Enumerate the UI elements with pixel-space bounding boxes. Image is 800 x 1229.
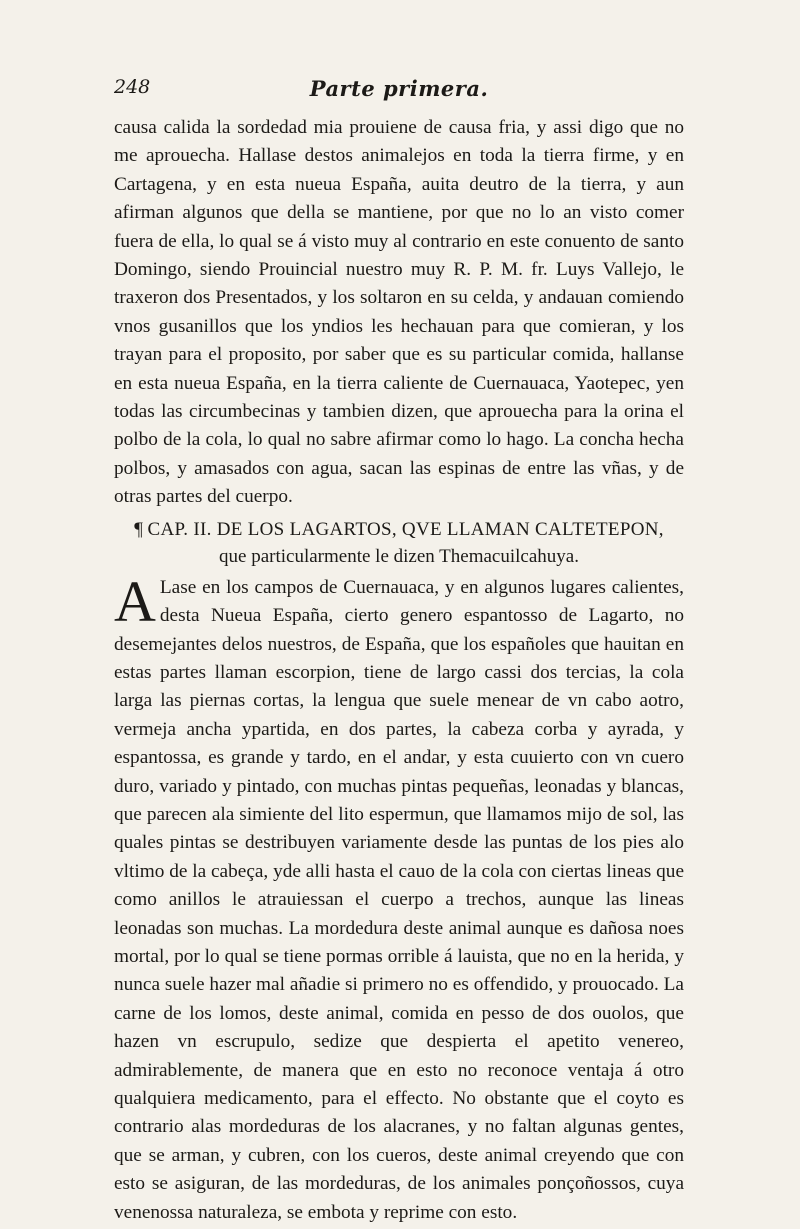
chapter-subtitle: que particularmente le dizen Themacuilcahuya. — [219, 545, 579, 567]
paragraph-chapter-body — [114, 568, 684, 1227]
drop-cap: A — [114, 568, 156, 634]
body-text — [114, 114, 684, 1227]
chapter-title: CAP. II. DE LOS LAGARTOS, QVE LLAMAN CALTETEPON, — [147, 518, 664, 540]
chapter-heading — [114, 516, 684, 570]
page-number: 248 — [114, 76, 151, 98]
paragraph-text: Lase en los campos de Cuernauaca, y en algunos lugares calientes, desta Nueua España, cierto genero espantosso de Lagarto, no desemejantes delos nuestros, de España, que los españoles que hauitan en estas partes llaman escorpion, tiene de largo cassi dos tercias, la cola larga las piernas cortas, la lengua que suele menear de vn cabo aotro, vermeja ancha ypartida, en dos partes, la cabeza corba y ayrada, y espantossa, es grande y tardo, en el andar, y esta cuuierto con vn cuero duro, variado y pintado, con muchas pintas pequeñas, leonadas y blancas, que parecen ala simiente del lito espermun, que llamamos mijo de sol, las quales pintas se destribuyen variamente desde las puntas de los pies alo vltimo de la cabeça, yde alli hasta el cauo de la cola con ciertas lineas que como anillos le atrauiessan el cuerpo a trechos, aunque las lineas leonadas son muchas. La mordedura deste animal aunque es dañosa noes mortal, por lo qual se tiene pormas orrible á lauista, que no en la herida, y nunca suele hazer mal añadie si primero no es offendido, y prouocado. La carne de los lomos, deste animal, comida en pesso de dos ouolos, que hazen vn escrupulo, sedize que despierta el apetito venereo, admirablemente, de manera que en esto no reconoce ventaja á otro qualquiera medicamento, para el effecto. No obstante que el coyto es contrario alas mordeduras de los alacranes, y no faltan algunas gentes, que se arman, y cubren, con los cueros, deste animal creyendo que con esto se asiguran, de las mordeduras, de los animales ponçoñossos, cuya venenossa naturaleza, se embota y reprime con esto. — [114, 576, 684, 1223]
page-header — [114, 76, 684, 106]
paragraph-continued: causa calida la sordedad mia prouiene de causa fria, y assi digo que no me aprouecha. Hallase destos animalejos en toda la tierra firme, y en Cartagena, y en esta nueua España, auita deutro de la tierra, y aun afirman algunos que della se mantiene, por que no lo an visto comer fuera de ella, lo qual se á visto muy al contrario en este conuento de santo Domingo, siendo Prouincial nuestro muy R. P. M. fr. Luys Vallejo, le traxeron dos Presentados, y los soltaron en su celda, y andauan comiendo vnos gusanillos que los yndios les hechauan para que comieran, y los trayan para el proposito, por saber que es su particular comida, hallanse en esta nueua España, en la tierra caliente de Cuernauaca, Yaotepec, yen todas las circumbecinas y tambien dizen, que aprouecha para la orina el polbo de la cola, lo qual no sabre afirmar como lo hago. La concha hecha polbos, y amasados con agua, sacan las espinas de entre las vñas, y de otras partes del cuerpo. — [114, 117, 684, 508]
pilcrow-mark: ¶ — [134, 518, 143, 540]
running-head: Parte primera. — [309, 76, 489, 101]
